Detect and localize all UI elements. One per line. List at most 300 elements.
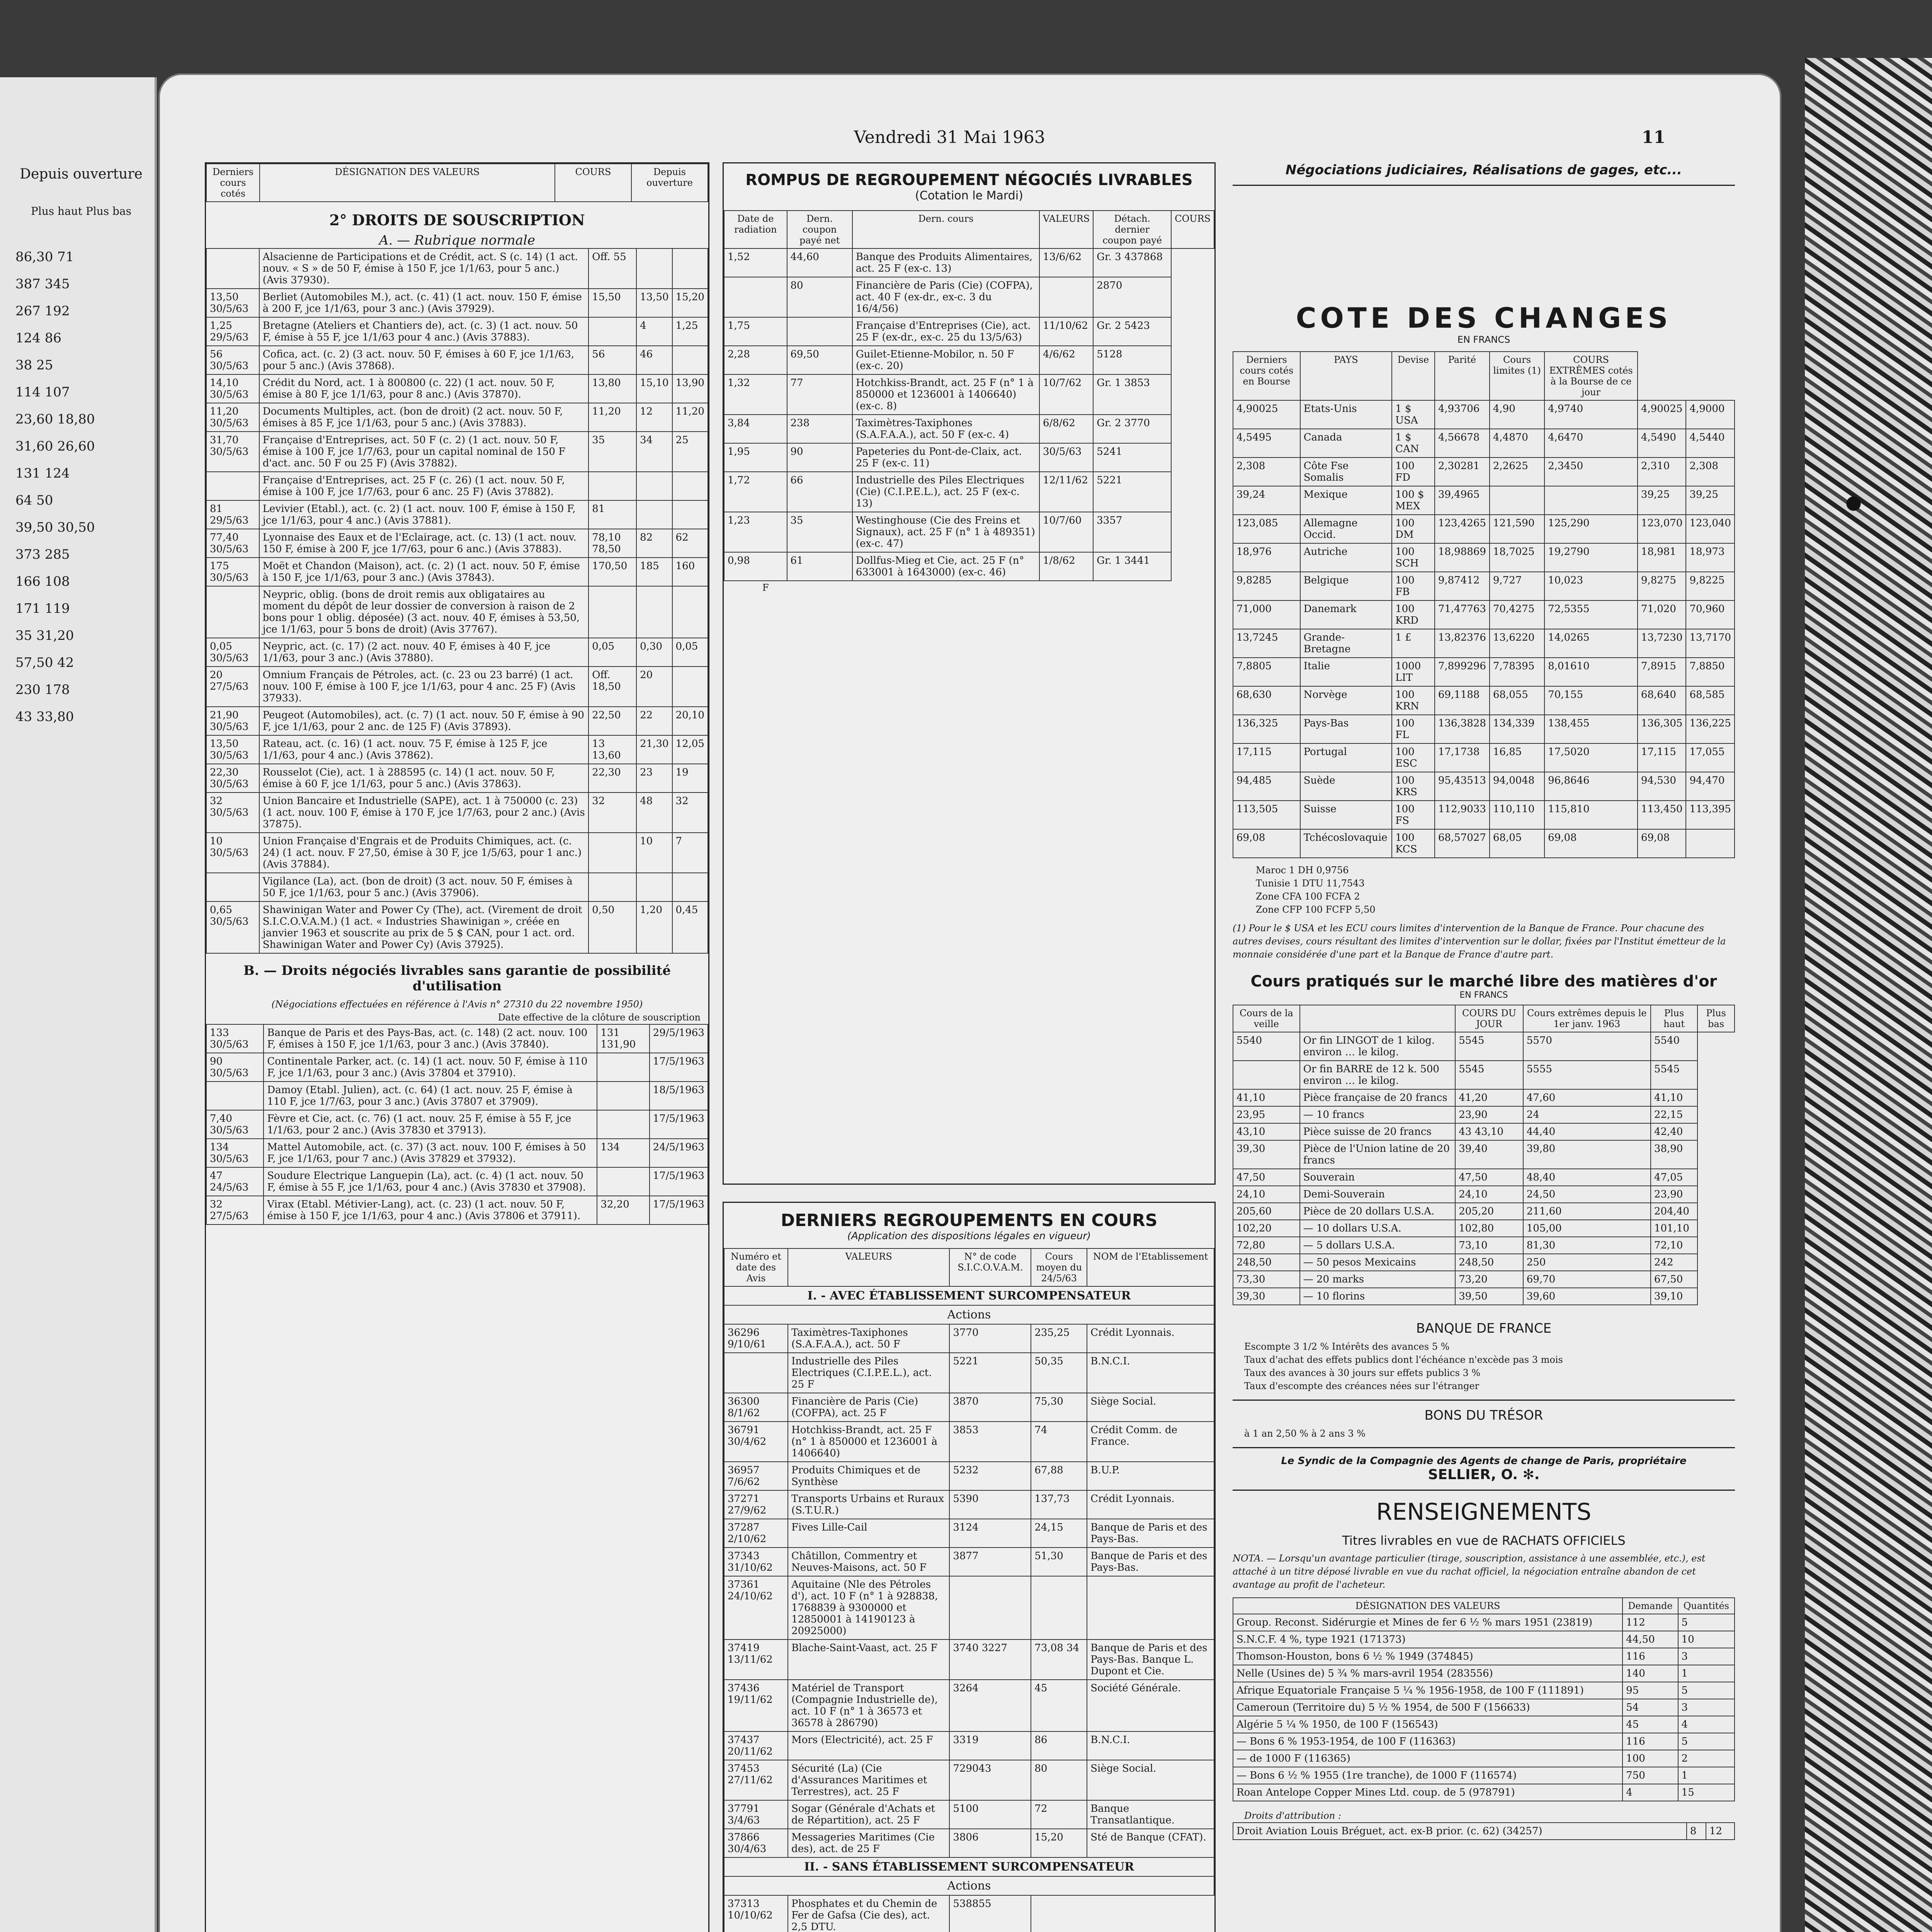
changes-row-last: 4,5495 bbox=[1233, 429, 1300, 457]
rompus-row-det: 4/6/62 bbox=[1039, 346, 1093, 374]
section-b-column-label: Date effective de la clôture de souscription bbox=[498, 1012, 701, 1023]
left-page-value: 31,60 26,60 bbox=[15, 439, 95, 454]
regroupement-row-cours bbox=[1031, 1576, 1087, 1639]
rompus-row-det: 12/11/62 bbox=[1039, 472, 1093, 512]
bons-line: à 1 an 2,50 % à 2 ans 3 % bbox=[1244, 1428, 1366, 1439]
souscription-row-last: 31,70 30/5/63 bbox=[206, 432, 259, 472]
gold-row-lo: 41,10 bbox=[1651, 1089, 1697, 1106]
souscription-row-lo: 25 bbox=[672, 432, 708, 472]
changes-row-hi: 71,020 bbox=[1638, 600, 1686, 629]
gold-row-veille: 72,80 bbox=[1233, 1237, 1300, 1254]
changes-row-hi: 2,310 bbox=[1638, 457, 1686, 486]
changes-row-hi: 13,7230 bbox=[1638, 629, 1686, 658]
group-title: I. - AVEC ÉTABLISSEMENT SURCOMPENSATEUR bbox=[724, 1286, 1214, 1305]
changes-table bbox=[1233, 351, 1735, 858]
rompus-row-name: Hotchkiss-Brandt, act. 25 F (n° 1 à 850000 et 1236001 à 1406640) (ex-c. 8) bbox=[852, 374, 1039, 415]
regroupement-row-avis: 37419 13/11/62 bbox=[724, 1639, 788, 1680]
rompus-row bbox=[724, 248, 1214, 277]
gold-row-name: Souverain bbox=[1300, 1169, 1455, 1186]
regroupement-row-cours: 73,08 34 bbox=[1031, 1639, 1087, 1680]
gold-row-hi: 39,60 bbox=[1523, 1288, 1651, 1305]
renseignements-row bbox=[1233, 1682, 1735, 1699]
renseignements-title: RENSEIGNEMENTS bbox=[1376, 1498, 1592, 1526]
renseignements-row-qte: 15 bbox=[1678, 1784, 1735, 1801]
droit-negocie-row-name: Damoy (Etabl. Julien), act. (c. 64) (1 act. nouv. 25 F, émise à 110 F, jce 1/7/63, pour 3 anc.) (Avis 37807 et 37909). bbox=[264, 1082, 597, 1110]
souscription-row-last: 14,10 30/5/63 bbox=[206, 374, 259, 403]
renseignements-row bbox=[1233, 1631, 1735, 1648]
droit-negocie-row-cours bbox=[597, 1053, 649, 1082]
changes-row-parite: 39,4965 bbox=[1435, 486, 1490, 515]
rompus-row-cours: Gr. 3 437868 bbox=[1093, 248, 1171, 277]
renseignements-row bbox=[1233, 1767, 1735, 1784]
regroupement-row-avis bbox=[724, 1353, 788, 1393]
changes-row-lim1: 2,2625 bbox=[1490, 457, 1544, 486]
souscription-row-hi: 185 bbox=[636, 558, 672, 586]
changes-row-pays: Etats-Unis bbox=[1300, 400, 1392, 429]
regroupement-row-name: Industrielle des Piles Electriques (C.I.P.E.L.), act. 25 F bbox=[788, 1353, 949, 1393]
gold-row-jour: 73,10 bbox=[1455, 1237, 1523, 1254]
changes-row bbox=[1233, 715, 1735, 743]
column-regroupements bbox=[723, 1202, 1216, 1932]
left-page bbox=[0, 77, 157, 1932]
changes-row bbox=[1233, 429, 1735, 457]
left-page-value: 43 33,80 bbox=[15, 709, 74, 724]
changes-row-hi: 39,25 bbox=[1638, 486, 1686, 515]
gold-row bbox=[1233, 1169, 1735, 1186]
renseignements-row-qte: 10 bbox=[1678, 1631, 1735, 1648]
renseignements-row-name: — Bons 6 % 1953-1954, de 100 F (116363) bbox=[1233, 1733, 1622, 1750]
gold-row-lo: 22,15 bbox=[1651, 1106, 1697, 1123]
changes-col-header: Parité bbox=[1435, 352, 1490, 400]
changes-row bbox=[1233, 772, 1735, 801]
left-page-value: 39,50 30,50 bbox=[15, 520, 95, 535]
rompus-col-header: Date de radiation bbox=[724, 211, 787, 248]
changes-col-header: Cours limites (1) bbox=[1490, 352, 1544, 400]
left-page-value: 64 50 bbox=[15, 493, 53, 508]
souscription-row-hi: 1,20 bbox=[636, 901, 672, 953]
gold-row-jour: 5545 bbox=[1455, 1061, 1523, 1089]
regroupement-row-code: 3124 bbox=[949, 1519, 1031, 1548]
droit-negocie-row-cours bbox=[597, 1110, 649, 1139]
regroupement-row-avis: 37791 3/4/63 bbox=[724, 1800, 788, 1829]
gold-row-name: Or fin LINGOT de 1 kilog. environ … le kilog. bbox=[1300, 1032, 1455, 1061]
rompus-col-header: Dern. cours bbox=[852, 211, 1039, 248]
changes-row-last: 39,24 bbox=[1233, 486, 1300, 515]
souscription-row-name: Rousselot (Cie), act. 1 à 288595 (c. 14) (1 act. nouv. 50 F, émise à 60 F, jce 1/1/63, pour 5 anc.) (Avis 37863). bbox=[259, 764, 589, 793]
souscription-row-cours: 170,50 bbox=[588, 558, 636, 586]
souscription-row-cours: 81 bbox=[588, 500, 636, 529]
changes-row-parite: 17,1738 bbox=[1435, 743, 1490, 772]
changes-row bbox=[1233, 600, 1735, 629]
gold-row bbox=[1233, 1089, 1735, 1106]
actions-label: Actions bbox=[724, 1305, 1214, 1324]
souscription-b-table bbox=[206, 1024, 708, 1225]
regroupement-row-name: Matériel de Transport (Compagnie Industrielle de), act. 10 F (n° 1 à 36573 et 36578 à 286790) bbox=[788, 1680, 949, 1731]
souscription-row-name: Neypric, act. (c. 17) (2 act. nouv. 40 F, émises à 40 F, jce 1/1/63, pour 3 anc.) (Avis 37880). bbox=[259, 638, 589, 667]
rompus-row-dern: 35 bbox=[787, 512, 852, 552]
rompus-row-name: Française d'Entreprises (Cie), act. 25 F (ex-dr., ex-c. 25 du 13/5/63) bbox=[852, 317, 1039, 346]
souscription-row bbox=[206, 500, 708, 529]
bons-title: BONS DU TRÉSOR bbox=[1424, 1408, 1543, 1423]
regroupement-row-code: 3319 bbox=[949, 1731, 1031, 1760]
souscription-row-last: 10 30/5/63 bbox=[206, 833, 259, 873]
rompus-row-coupon: 1,95 bbox=[724, 443, 787, 472]
changes-row-lim1: 70,4275 bbox=[1490, 600, 1544, 629]
changes-row-pays: Suède bbox=[1300, 772, 1392, 801]
regroupement-row-cours: 86 bbox=[1031, 1731, 1087, 1760]
souscription-row-last: 13,50 30/5/63 bbox=[206, 289, 259, 317]
changes-row-lim2: 2,3450 bbox=[1544, 457, 1638, 486]
souscription-row-cours bbox=[588, 873, 636, 901]
souscription-row-cours bbox=[588, 833, 636, 873]
souscription-row bbox=[206, 317, 708, 346]
souscription-row-cours: 13 13,60 bbox=[588, 735, 636, 764]
gold-row-name: Or fin BARRE de 12 k. 500 environ … le kilog. bbox=[1300, 1061, 1455, 1089]
souscription-row-lo: 160 bbox=[672, 558, 708, 586]
souscription-row-hi: 0,30 bbox=[636, 638, 672, 667]
changes-row-pays: Autriche bbox=[1300, 543, 1392, 572]
regroupement-row-etab: B.N.C.I. bbox=[1087, 1353, 1214, 1393]
gold-col-header: Cours extrêmes depuis le 1er janv. 1963 bbox=[1523, 1005, 1651, 1032]
renseignements-row-dem: 95 bbox=[1622, 1682, 1678, 1699]
changes-row-lim2: 125,290 bbox=[1544, 515, 1638, 543]
changes-row-lo: 13,7170 bbox=[1686, 629, 1735, 658]
souscription-row-lo: 11,20 bbox=[672, 403, 708, 432]
rompus-row-det: 1/8/62 bbox=[1039, 552, 1093, 581]
regroupement-row-code: 729043 bbox=[949, 1760, 1031, 1800]
souscription-row-hi bbox=[636, 248, 672, 289]
column-changes bbox=[1233, 162, 1735, 1932]
renseignements-row-dem: 116 bbox=[1622, 1733, 1678, 1750]
changes-row-hi: 18,981 bbox=[1638, 543, 1686, 572]
rompus-row-det: 11/10/62 bbox=[1039, 317, 1093, 346]
gold-row-jour: 39,40 bbox=[1455, 1140, 1523, 1169]
changes-row-lo bbox=[1686, 829, 1735, 858]
changes-row-lim2: 96,8646 bbox=[1544, 772, 1638, 801]
souscription-row-last: 1,25 29/5/63 bbox=[206, 317, 259, 346]
regroupement-row-cours: 235,25 bbox=[1031, 1324, 1087, 1353]
changes-row-parite: 18,98869 bbox=[1435, 543, 1490, 572]
bdf-title: BANQUE DE FRANCE bbox=[1416, 1321, 1552, 1336]
rompus-title: ROMPUS DE REGROUPEMENT NÉGOCIÉS LIVRABLES bbox=[745, 171, 1193, 189]
gold-row-veille: 248,50 bbox=[1233, 1254, 1300, 1271]
droit-negocie-row-cours: 32,20 bbox=[597, 1196, 649, 1225]
souscription-row-name: Omnium Français de Pétroles, act. (c. 23 ou 23 barré) (1 act. nouv. 100 F, émise à 100 F, jce 1/1/63, pour 4 anc. 25 F) (Avis 37933). bbox=[259, 667, 589, 707]
gold-col-header bbox=[1300, 1005, 1455, 1032]
changes-row-lo: 94,470 bbox=[1686, 772, 1735, 801]
changes-row-devise: 100 KRS bbox=[1392, 772, 1435, 801]
gold-row-hi: 250 bbox=[1523, 1254, 1651, 1271]
gold-row-veille: 39,30 bbox=[1233, 1288, 1300, 1305]
left-page-value: 38 25 bbox=[15, 357, 53, 373]
gold-row-veille: 24,10 bbox=[1233, 1186, 1300, 1203]
gold-row bbox=[1233, 1220, 1735, 1237]
regroupement-row-avis: 37271 27/9/62 bbox=[724, 1490, 788, 1519]
renseignements-row-dem: 45 bbox=[1622, 1716, 1678, 1733]
renseignements-row-dem: 750 bbox=[1622, 1767, 1678, 1784]
regroupement-row-name: Sogar (Générale d'Achats et de Répartition), act. 25 F bbox=[788, 1800, 949, 1829]
souscription-row-hi: 4 bbox=[636, 317, 672, 346]
renseignements-row-qte: 5 bbox=[1678, 1733, 1735, 1750]
souscription-row-lo: 32 bbox=[672, 793, 708, 833]
regroupement-row-code: 3870 bbox=[949, 1393, 1031, 1422]
changes-row-lo: 4,9000 bbox=[1686, 400, 1735, 429]
souscription-row-last: 77,40 30/5/63 bbox=[206, 529, 259, 558]
regroupement-col-header: VALEURS bbox=[788, 1248, 949, 1286]
gold-row-name: Pièce française de 20 francs bbox=[1300, 1089, 1455, 1106]
changes-row-lo: 113,395 bbox=[1686, 801, 1735, 829]
rompus-row-det bbox=[1039, 277, 1093, 317]
rompus-row-coupon: 3,84 bbox=[724, 415, 787, 443]
souscription-row-lo bbox=[672, 248, 708, 289]
souscription-row-hi bbox=[636, 586, 672, 638]
renseignements-row-qte: 3 bbox=[1678, 1648, 1735, 1665]
rompus-subtitle: (Cotation le Mardi) bbox=[915, 189, 1023, 202]
changes-row-devise: 100 KRN bbox=[1392, 686, 1435, 715]
regroupement-col-header: N° de code S.I.C.O.V.A.M. bbox=[949, 1248, 1031, 1286]
regroupement-row-name: Transports Urbains et Ruraux (S.T.U.R.) bbox=[788, 1490, 949, 1519]
zone-line: Tunisie 1 DTU 11,7543 bbox=[1256, 878, 1365, 889]
regroupement-row bbox=[724, 1462, 1214, 1490]
changes-row-lo: 2,308 bbox=[1686, 457, 1735, 486]
souscription-row-hi: 13,50 bbox=[636, 289, 672, 317]
souscription-row-hi: 82 bbox=[636, 529, 672, 558]
col-header: COURS bbox=[555, 164, 631, 202]
regroupement-row-code: 5390 bbox=[949, 1490, 1031, 1519]
gold-row-name: — 10 francs bbox=[1300, 1106, 1455, 1123]
regroupement-row-cours: 45 bbox=[1031, 1680, 1087, 1731]
droit-negocie-row-date: 29/5/1963 bbox=[650, 1024, 708, 1053]
gold-row-jour: 23,90 bbox=[1455, 1106, 1523, 1123]
regroupement-row-name: Hotchkiss-Brandt, act. 25 F (n° 1 à 850000 et 1236001 à 1406640) bbox=[788, 1422, 949, 1462]
changes-row-lim1: 68,055 bbox=[1490, 686, 1544, 715]
col-header: DÉSIGNATION DES VALEURS bbox=[260, 164, 555, 202]
regroupement-row-name: Financière de Paris (Cie) (COFPA), act. 25 F bbox=[788, 1393, 949, 1422]
section-b-title: B. — Droits négociés livrables sans garantie de possibilité d'utilisation bbox=[243, 963, 671, 994]
souscription-row-last: 20 27/5/63 bbox=[206, 667, 259, 707]
changes-row-lim2: 4,6470 bbox=[1544, 429, 1638, 457]
gold-row-hi: 81,30 bbox=[1523, 1237, 1651, 1254]
bdf-lines bbox=[1244, 1340, 1723, 1393]
gold-row-hi: 24,50 bbox=[1523, 1186, 1651, 1203]
souscription-row-last bbox=[206, 873, 259, 901]
changes-title: COTE DES CHANGES bbox=[1296, 302, 1672, 334]
renseignements-row-qte: 2 bbox=[1678, 1750, 1735, 1767]
rompus-row-dern: 66 bbox=[787, 472, 852, 512]
souscription-row-cours bbox=[588, 472, 636, 500]
gold-title: Cours pratiqués sur le marché libre des matières d'or bbox=[1250, 973, 1717, 990]
regroupement-row-etab: Société Générale. bbox=[1087, 1680, 1214, 1731]
renseignements-row-name: Group. Reconst. Sidérurgie et Mines de fer 6 ½ % mars 1951 (23819) bbox=[1233, 1614, 1622, 1631]
gold-row-jour: 47,50 bbox=[1455, 1169, 1523, 1186]
droit-negocie-row-cours: 131 131,90 bbox=[597, 1024, 649, 1053]
droit-negocie-row-last: 134 30/5/63 bbox=[206, 1139, 264, 1167]
regroupement-row-etab: Banque de Paris et des Pays-Bas. Banque L. Dupont et Cie. bbox=[1087, 1639, 1214, 1680]
changes-row-last: 71,000 bbox=[1233, 600, 1300, 629]
gold-row-lo: 72,10 bbox=[1651, 1237, 1697, 1254]
renseignements-row-name: — Bons 6 ½ % 1955 (1re tranche), de 1000 F (116574) bbox=[1233, 1767, 1622, 1784]
regroupement-row-avis: 36791 30/4/62 bbox=[724, 1422, 788, 1462]
droits-row-name: Droit Aviation Louis Bréguet, act. ex-B prior. (c. 62) (34257) bbox=[1233, 1823, 1687, 1840]
rompus-row-dern bbox=[787, 317, 852, 346]
changes-row-devise: 1 $ USA bbox=[1392, 400, 1435, 429]
rompus-row-coupon: 0,98 bbox=[724, 552, 787, 581]
rompus-row-det: 10/7/60 bbox=[1039, 512, 1093, 552]
souscription-row-lo bbox=[672, 500, 708, 529]
gold-row bbox=[1233, 1237, 1735, 1254]
souscription-row bbox=[206, 472, 708, 500]
gold-row-veille: 41,10 bbox=[1233, 1089, 1300, 1106]
regroupement-row-avis: 36300 8/1/62 bbox=[724, 1393, 788, 1422]
column-rompus bbox=[723, 162, 1216, 1185]
souscription-row-last: 21,90 30/5/63 bbox=[206, 707, 259, 735]
zones-list bbox=[1256, 864, 1712, 916]
changes-row-lo: 70,960 bbox=[1686, 600, 1735, 629]
zone-line: Zone CFA 100 FCFA 2 bbox=[1256, 891, 1360, 902]
left-page-value: 23,60 18,80 bbox=[15, 412, 95, 427]
gold-row-name: — 10 florins bbox=[1300, 1288, 1455, 1305]
souscription-row-cours bbox=[588, 586, 636, 638]
changes-row-parite: 9,87412 bbox=[1435, 572, 1490, 600]
souscription-row-cours: Off. 18,50 bbox=[588, 667, 636, 707]
souscription-row-name: Lyonnaise des Eaux et de l'Eclairage, act. (c. 13) (1 act. nouv. 150 F, émise à 200 F, jce 1/7/63, pour 6 anc.) (Avis 37883). bbox=[259, 529, 589, 558]
gold-row-lo: 67,50 bbox=[1651, 1271, 1697, 1288]
regroupement-row bbox=[724, 1324, 1214, 1353]
souscription-row-name: Crédit du Nord, act. 1 à 800800 (c. 22) (1 act. nouv. 50 F, émise à 80 F, jce 1/1/63, pour 8 anc.) (Avis 37870). bbox=[259, 374, 589, 403]
droit-negocie-row-name: Continentale Parker, act. (c. 14) (1 act. nouv. 50 F, émise à 110 F, jce 1/1/63, pour 3 anc.) (Avis 37804 et 37910). bbox=[264, 1053, 597, 1082]
rompus-row bbox=[724, 415, 1214, 443]
renseignements-row bbox=[1233, 1733, 1735, 1750]
changes-row-pays: Italie bbox=[1300, 658, 1392, 686]
left-page-value: 171 119 bbox=[15, 601, 70, 616]
bdf-line: Escompte 3 1/2 % Intérêts des avances 5 % bbox=[1244, 1341, 1450, 1352]
regroupement-row-code: 3740 3227 bbox=[949, 1639, 1031, 1680]
renseignements-row-name: Algérie 5 ¼ % 1950, de 100 F (156543) bbox=[1233, 1716, 1622, 1733]
regroupement-row bbox=[724, 1353, 1214, 1393]
syndic-line: Le Syndic de la Compagnie des Agents de change de Paris, propriétaire bbox=[1281, 1455, 1687, 1467]
souscription-row bbox=[206, 638, 708, 667]
changes-row-devise: 100 FD bbox=[1392, 457, 1435, 486]
regroupement-row-code: 3853 bbox=[949, 1422, 1031, 1462]
left-page-value: 35 31,20 bbox=[15, 628, 74, 643]
souscription-row bbox=[206, 901, 708, 953]
regroupement-row-name: Phosphates et du Chemin de Fer de Gafsa (Cie des), act. 2,5 DTU. bbox=[788, 1895, 949, 1932]
regroupement-row-cours: 72 bbox=[1031, 1800, 1087, 1829]
droit-negocie-row-cours: 134 bbox=[597, 1139, 649, 1167]
souscription-row-hi bbox=[636, 873, 672, 901]
changes-row bbox=[1233, 829, 1735, 858]
rompus-row-cours: 5221 bbox=[1093, 472, 1171, 512]
gold-col-header: Cours de la veille bbox=[1233, 1005, 1300, 1032]
renseignements-row-dem: 54 bbox=[1622, 1699, 1678, 1716]
souscription-row-cours bbox=[588, 317, 636, 346]
changes-row-lim1: 13,6220 bbox=[1490, 629, 1544, 658]
changes-row-last: 113,505 bbox=[1233, 801, 1300, 829]
changes-row-hi: 136,305 bbox=[1638, 715, 1686, 743]
droit-negocie-row bbox=[206, 1024, 708, 1053]
changes-row-lim1: 94,0048 bbox=[1490, 772, 1544, 801]
souscription-row bbox=[206, 873, 708, 901]
changes-row-pays: Portugal bbox=[1300, 743, 1392, 772]
souscription-row-cours: 78,10 78,50 bbox=[588, 529, 636, 558]
changes-row-last: 123,085 bbox=[1233, 515, 1300, 543]
changes-row-hi: 4,90025 bbox=[1638, 400, 1686, 429]
changes-row-hi: 113,450 bbox=[1638, 801, 1686, 829]
changes-row-hi: 7,8915 bbox=[1638, 658, 1686, 686]
gold-row-lo: 38,90 bbox=[1651, 1140, 1697, 1169]
regroupement-row-cours: 80 bbox=[1031, 1760, 1087, 1800]
renseignements-row-dem: 44,50 bbox=[1622, 1631, 1678, 1648]
regroupement-row bbox=[724, 1576, 1214, 1639]
left-page-value: 230 178 bbox=[15, 682, 70, 697]
changes-row-last: 69,08 bbox=[1233, 829, 1300, 858]
droits-row bbox=[1233, 1823, 1735, 1840]
gold-row-name: — 50 pesos Mexicains bbox=[1300, 1254, 1455, 1271]
changes-col-header: Derniers cours cotés en Bourse bbox=[1233, 352, 1300, 400]
renseignements-col-header: Quantités bbox=[1678, 1598, 1735, 1614]
droit-negocie-row-date: 17/5/1963 bbox=[650, 1053, 708, 1082]
souscription-row-name: Shawinigan Water and Power Cy (The), act. (Virement de droit S.I.C.O.V.A.M.) (1 act. « Industries Shawinigan », créée en janvier 1963 et souscrite au prix de 5 $ CAN, pour 1 act. ord. Shawinigan Water and Power Cy) (Avis 37925). bbox=[259, 901, 589, 953]
changes-row-lo: 17,055 bbox=[1686, 743, 1735, 772]
souscription-row-name: Bretagne (Ateliers et Chantiers de), act. (c. 3) (1 act. nouv. 50 F, émise à 55 F, jce 1/1/63 pour 4 anc.) (Avis 37883). bbox=[259, 317, 589, 346]
regroupement-row bbox=[724, 1393, 1214, 1422]
souscription-row-last: 13,50 30/5/63 bbox=[206, 735, 259, 764]
rompus-row-cours: Gr. 2 3770 bbox=[1093, 415, 1171, 443]
droit-negocie-row-date: 17/5/1963 bbox=[650, 1196, 708, 1225]
changes-row-lim1: 9,727 bbox=[1490, 572, 1544, 600]
droit-negocie-row-date: 18/5/1963 bbox=[650, 1082, 708, 1110]
souscription-row-last: 0,05 30/5/63 bbox=[206, 638, 259, 667]
droit-negocie-row bbox=[206, 1139, 708, 1167]
regroupement-row-code: 538855 bbox=[949, 1895, 1031, 1932]
renseignements-row bbox=[1233, 1784, 1735, 1801]
rompus-row-coupon: 1,32 bbox=[724, 374, 787, 415]
changes-row-lim2: 10,023 bbox=[1544, 572, 1638, 600]
changes-row-parite: 13,82376 bbox=[1435, 629, 1490, 658]
changes-row bbox=[1233, 629, 1735, 658]
souscription-row-last: 22,30 30/5/63 bbox=[206, 764, 259, 793]
renseignements-row-dem: 140 bbox=[1622, 1665, 1678, 1682]
changes-row-last: 9,8285 bbox=[1233, 572, 1300, 600]
changes-row-lim1: 4,90 bbox=[1490, 400, 1544, 429]
gold-row bbox=[1233, 1288, 1735, 1305]
page-date: Vendredi 31 Mai 1963 bbox=[854, 128, 1045, 147]
col-header: Depuis ouverture bbox=[631, 164, 708, 202]
rompus-unit: F bbox=[762, 582, 769, 593]
souscription-row-name: Moët et Chandon (Maison), act. (c. 2) (1 act. nouv. 50 F, émise à 150 F, jce 1/1/63, pour 3 anc.) (Avis 37843). bbox=[259, 558, 589, 586]
regroupement-row bbox=[724, 1490, 1214, 1519]
renseignements-row-qte: 5 bbox=[1678, 1614, 1735, 1631]
renseignements-row bbox=[1233, 1716, 1735, 1733]
souscription-row-cours: Off. 55 bbox=[588, 248, 636, 289]
rompus-row bbox=[724, 512, 1214, 552]
changes-row-last: 7,8805 bbox=[1233, 658, 1300, 686]
droit-negocie-row-date: 17/5/1963 bbox=[650, 1167, 708, 1196]
renseignements-row bbox=[1233, 1665, 1735, 1682]
changes-row-last: 2,308 bbox=[1233, 457, 1300, 486]
gold-row-veille: 47,50 bbox=[1233, 1169, 1300, 1186]
changes-row-pays: Tchécoslovaquie bbox=[1300, 829, 1392, 858]
regroupement-row-etab: B.N.C.I. bbox=[1087, 1731, 1214, 1760]
gold-row-lo: 5545 bbox=[1651, 1061, 1697, 1089]
changes-row-hi: 69,08 bbox=[1638, 829, 1686, 858]
regroupement-row-avis: 36296 9/10/61 bbox=[724, 1324, 788, 1353]
changes-row-devise: 100 ESC bbox=[1392, 743, 1435, 772]
souscription-row-lo bbox=[672, 667, 708, 707]
changes-row-devise: 1 $ CAN bbox=[1392, 429, 1435, 457]
rompus-row-coupon: 1,72 bbox=[724, 472, 787, 512]
souscription-row-lo: 62 bbox=[672, 529, 708, 558]
